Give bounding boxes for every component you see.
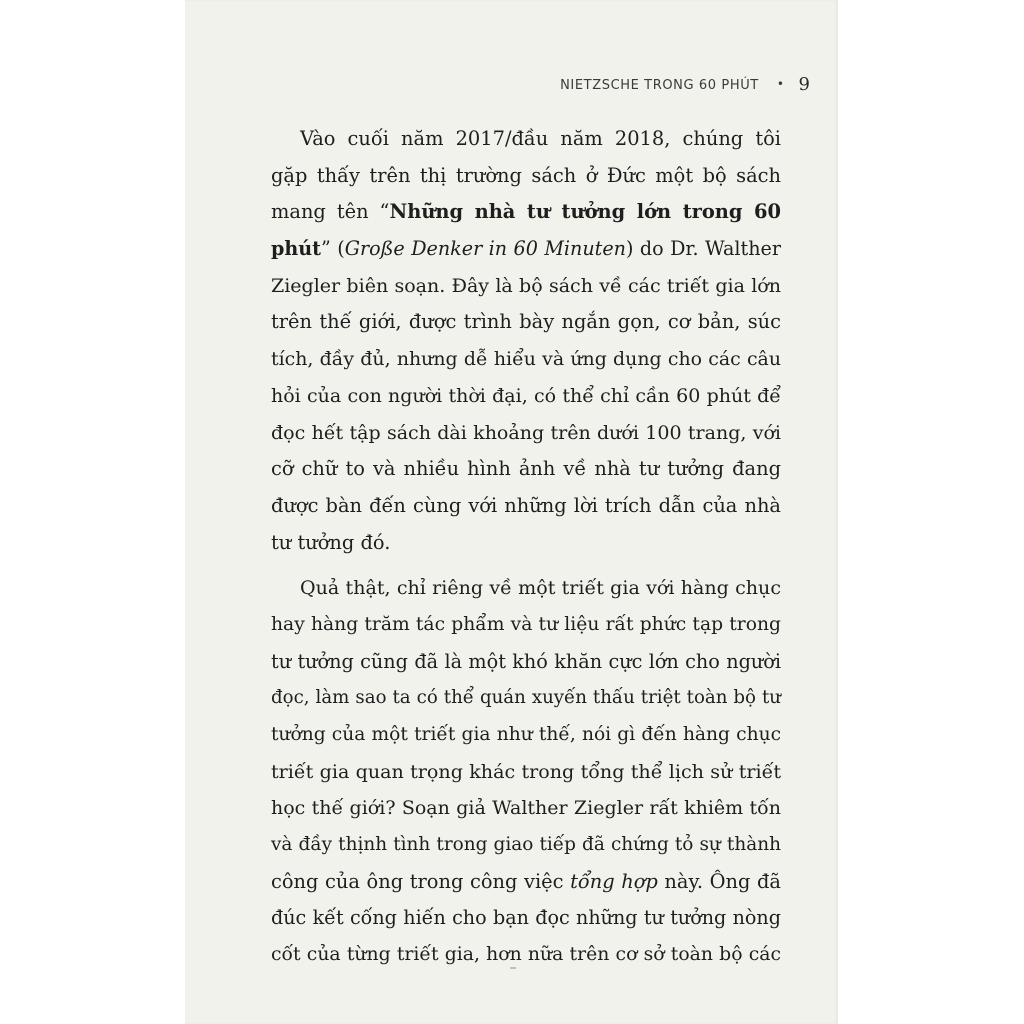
text-line: và đầy thịnh tình trong giao tiếp đã chứng tỏ sự thành xyxy=(271,834,781,856)
running-title: NIETZSCHE TRONG 60 PHÚT xyxy=(560,78,759,93)
text-line: tư tưởng đó. xyxy=(271,530,391,554)
text-line: gặp thấy trên thị trường sách ở Đức một bộ sách xyxy=(271,163,781,187)
paragraph-1 xyxy=(271,121,781,561)
text-line: hỏi của con người thời đại, có thể chỉ cần 60 phút để xyxy=(271,384,781,407)
book-series-title-bold: Những nhà tư tưởng lớn trong 60 xyxy=(389,200,781,224)
original-title-italic: Große Denker in 60 Minuten xyxy=(344,237,626,261)
text-line: tích, đầy đủ, nhưng dễ hiểu và ứng dụng cho các câu xyxy=(271,348,781,371)
header-bullet: • xyxy=(776,77,785,91)
text-run: ) do Dr. Walther xyxy=(625,237,781,261)
text-line: hay hàng trăm tác phẩm và tư liệu rất phức tạp trong xyxy=(271,613,781,635)
book-series-title-bold: phút xyxy=(271,237,322,261)
body-text xyxy=(271,121,781,974)
text-line: đúc kết cống hiến cho bạn đọc những tư tưởng nòng xyxy=(271,906,781,930)
text-line: cốt của từng triết gia, hơn nữa trên cơ sở toàn bộ các xyxy=(271,944,781,966)
text-line: đọc hết tập sách dài khoảng trên dưới 100 trang, với xyxy=(271,421,781,444)
text-run: mang tên “ xyxy=(271,200,390,224)
text-run: ” ( xyxy=(321,237,345,261)
text-line: trên thế giới, được trình bày ngắn gọn, cơ bản, súc xyxy=(271,310,781,334)
text-line: được bàn đến cùng với những lời trích dẫn của nhà xyxy=(271,493,781,517)
text-line xyxy=(271,231,781,268)
text-line: Ziegler biên soạn. Đây là bộ sách về các triết gia lớn xyxy=(271,274,781,297)
text-line xyxy=(271,864,781,901)
text-line: triết gia quan trọng khác trong tổng thể lịch sử triết xyxy=(271,759,781,783)
text-line xyxy=(271,194,781,231)
text-line: học thế giới? Soạn giả Walther Ziegler rất khiêm tốn xyxy=(271,797,781,820)
text-line: cỡ chữ to và nhiều hình ảnh về nhà tư tưởng đang xyxy=(271,457,781,481)
paragraph-2 xyxy=(271,570,781,974)
text-run: này. Ông đã xyxy=(657,869,781,893)
text-line: tưởng của một triết gia như thế, nói gì đến hàng chục xyxy=(271,724,781,745)
paragraph-gap xyxy=(271,561,781,570)
text-line: Quả thật, chỉ riêng về một triết gia với hàng chục xyxy=(300,577,781,600)
paper-speck xyxy=(510,967,516,969)
text-line: tư tưởng cũng đã là một khó khăn cực lớn cho người xyxy=(271,649,781,673)
text-run: công của ông trong công việc xyxy=(271,869,571,893)
book-page xyxy=(185,0,838,1024)
text-line: đọc, làm sao ta có thể quán xuyến thấu triệt toàn bộ tư xyxy=(271,687,781,709)
page-number: 9 xyxy=(798,74,810,95)
emphasis-italic: tổng hợp xyxy=(570,869,658,893)
text-line: Vào cuối năm 2017/đầu năm 2018, chúng tôi xyxy=(300,127,781,150)
running-header xyxy=(185,74,810,95)
